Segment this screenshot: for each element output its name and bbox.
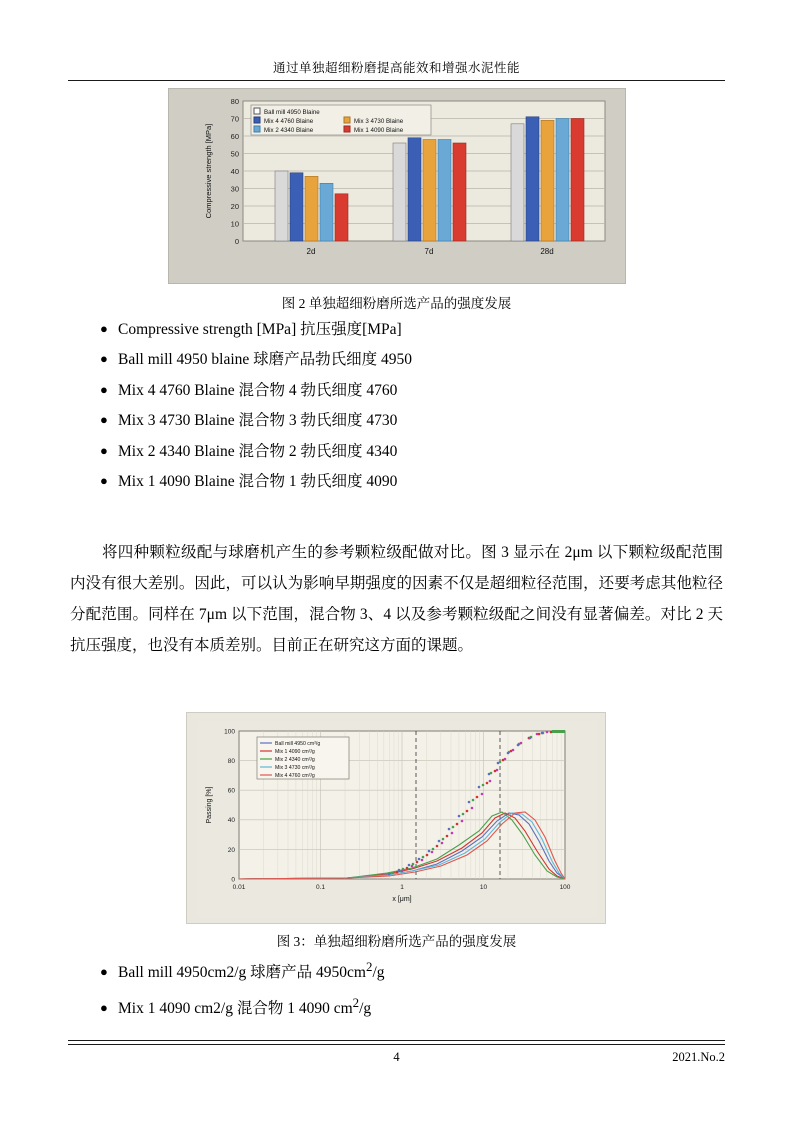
figure-3-image — [186, 712, 606, 924]
svg-text:Mix 2 4340 cm²/g: Mix 2 4340 cm²/g — [275, 757, 315, 763]
page-header: 通过单独超细粉磨提高能效和增强水泥性能 — [272, 61, 520, 75]
svg-text:0: 0 — [231, 876, 235, 884]
footer-divider-bottom — [68, 1044, 725, 1045]
svg-text:20: 20 — [230, 202, 239, 211]
svg-text:70: 70 — [230, 114, 239, 124]
figure-2-bar-chart — [197, 97, 615, 277]
svg-text:20: 20 — [227, 846, 235, 854]
svg-text:40: 40 — [227, 817, 235, 825]
list-item-label: Mix 3 4730 Blaine 混合物 3 勃氏细度 4730 — [118, 412, 398, 430]
list-item-label: Mix 2 4340 Blaine 混合物 2 勃氏细度 4340 — [118, 442, 398, 460]
bullet-icon: ● — [100, 381, 108, 397]
svg-text:Ball mill 4950 cm²/g: Ball mill 4950 cm²/g — [275, 741, 321, 747]
list-item — [100, 350, 720, 371]
footer-issue-label: 2021.No.2 — [672, 1050, 725, 1064]
bullet-icon: ● — [100, 321, 108, 336]
svg-text:Mix 3 4730 cm²/g: Mix 3 4730 cm²/g — [275, 765, 315, 771]
list-item-label: Ball mill 4950 blaine 球磨产品勃氏细度 4950 — [118, 351, 413, 369]
svg-text:0.01: 0.01 — [232, 884, 246, 891]
svg-text:28d: 28d — [540, 247, 554, 256]
svg-text:Mix 2 4340 Blaine: Mix 2 4340 Blaine — [264, 127, 314, 134]
list-item — [100, 442, 720, 463]
list-item — [100, 320, 720, 341]
svg-text:Passing [%]: Passing [%] — [206, 786, 213, 824]
figure-2-image — [168, 88, 626, 284]
svg-text:7d: 7d — [424, 247, 434, 256]
bullet-icon: ● — [100, 473, 108, 489]
figure-2-caption: 图 2 单独超细粉磨所选产品的强度发展 — [281, 296, 512, 311]
list-item — [100, 381, 720, 402]
svg-text:0: 0 — [234, 237, 239, 246]
svg-text:Mix 4 4760 Blaine: Mix 4 4760 Blaine — [264, 118, 314, 125]
svg-text:10: 10 — [479, 884, 488, 891]
bar-group-7d — [393, 138, 466, 241]
svg-text:100: 100 — [559, 884, 571, 891]
header-divider — [68, 80, 725, 81]
svg-text:Ball mill 4950 Blaine: Ball mill 4950 Blaine — [264, 109, 320, 116]
svg-text:Mix 4 4760 cm²/g: Mix 4 4760 cm²/g — [275, 773, 315, 779]
bullet-icon: ● — [100, 412, 108, 428]
bullet-icon: ● — [100, 351, 108, 367]
list-item — [100, 472, 720, 493]
footer-divider-top — [68, 1040, 725, 1041]
figure-2-legend — [251, 105, 431, 135]
page-footer — [68, 1050, 725, 1070]
bullet-icon: ● — [100, 999, 108, 1015]
list-item-label: Mix 1 4090 cm2/g 混合物 1 4090 $cm^2/g$ — [118, 994, 372, 1017]
bar-group-28d — [511, 117, 584, 241]
figure-2-legend-list — [100, 320, 720, 503]
list-item — [100, 411, 720, 432]
svg-text:60: 60 — [227, 787, 235, 795]
svg-text:80: 80 — [227, 758, 235, 765]
svg-text:100: 100 — [224, 728, 235, 736]
list-item — [100, 994, 720, 1020]
svg-text:30: 30 — [230, 184, 239, 194]
svg-text:80: 80 — [230, 97, 239, 106]
svg-text:60: 60 — [230, 132, 239, 141]
bullet-icon: ● — [100, 964, 108, 980]
list-item — [100, 958, 720, 984]
svg-text:Mix 1 4090 Blaine: Mix 1 4090 Blaine — [354, 127, 404, 134]
list-item-label: Compressive strength [MPa] 抗压强度[MPa] — [118, 321, 402, 338]
footer-page-number: 4 — [393, 1050, 400, 1064]
list-item-label: Ball mill 4950cm2/g 球磨产品 $4950cm^2/g$ — [118, 959, 385, 982]
svg-text:Mix 1 4090 cm²/g: Mix 1 4090 cm²/g — [275, 749, 315, 755]
svg-text:10: 10 — [230, 219, 239, 229]
svg-text:2d: 2d — [306, 247, 316, 256]
bullet-icon: ● — [100, 442, 108, 458]
list-item-label: Mix 4 4760 Blaine 混合物 4 勃氏细度 4760 — [118, 381, 398, 399]
svg-text:Compressive strength [MPa]: Compressive strength [MPa] — [204, 123, 213, 219]
svg-text:40: 40 — [230, 167, 239, 176]
figure-3-caption: 图 3：单独超细粉磨所选产品的强度发展 — [276, 934, 517, 949]
figure-3-legend — [257, 737, 349, 779]
figure-3-legend-list — [100, 958, 720, 1029]
figure-3-line-chart — [197, 721, 597, 917]
svg-text:0.1: 0.1 — [315, 884, 326, 891]
svg-text:1: 1 — [400, 884, 404, 891]
svg-text:50: 50 — [230, 149, 239, 159]
svg-text:Mix 3 4730 Blaine: Mix 3 4730 Blaine — [354, 118, 404, 125]
body-paragraph: 将四种颗粒级配与球磨机产生的参考颗粒级配做对比。图 3 显示在 2μm 以下颗粒级配范围内没有很大差别。因此，可以认为影响早期强度的因素不仅是超细粒径范围，还要考虑其他粒径分配范围。同样在 7μm 以下范围，混合物 3、4 以及参考颗粒级配之间没有显著偏差。对比 2 天抗压强度，也没有本质差别。目前正在研究这方面的课题。 — [70, 544, 723, 654]
svg-text:x [μm]: x [μm] — [392, 896, 412, 903]
list-item-label: Mix 1 4090 Blaine 混合物 1 勃氏细度 4090 — [118, 473, 398, 491]
